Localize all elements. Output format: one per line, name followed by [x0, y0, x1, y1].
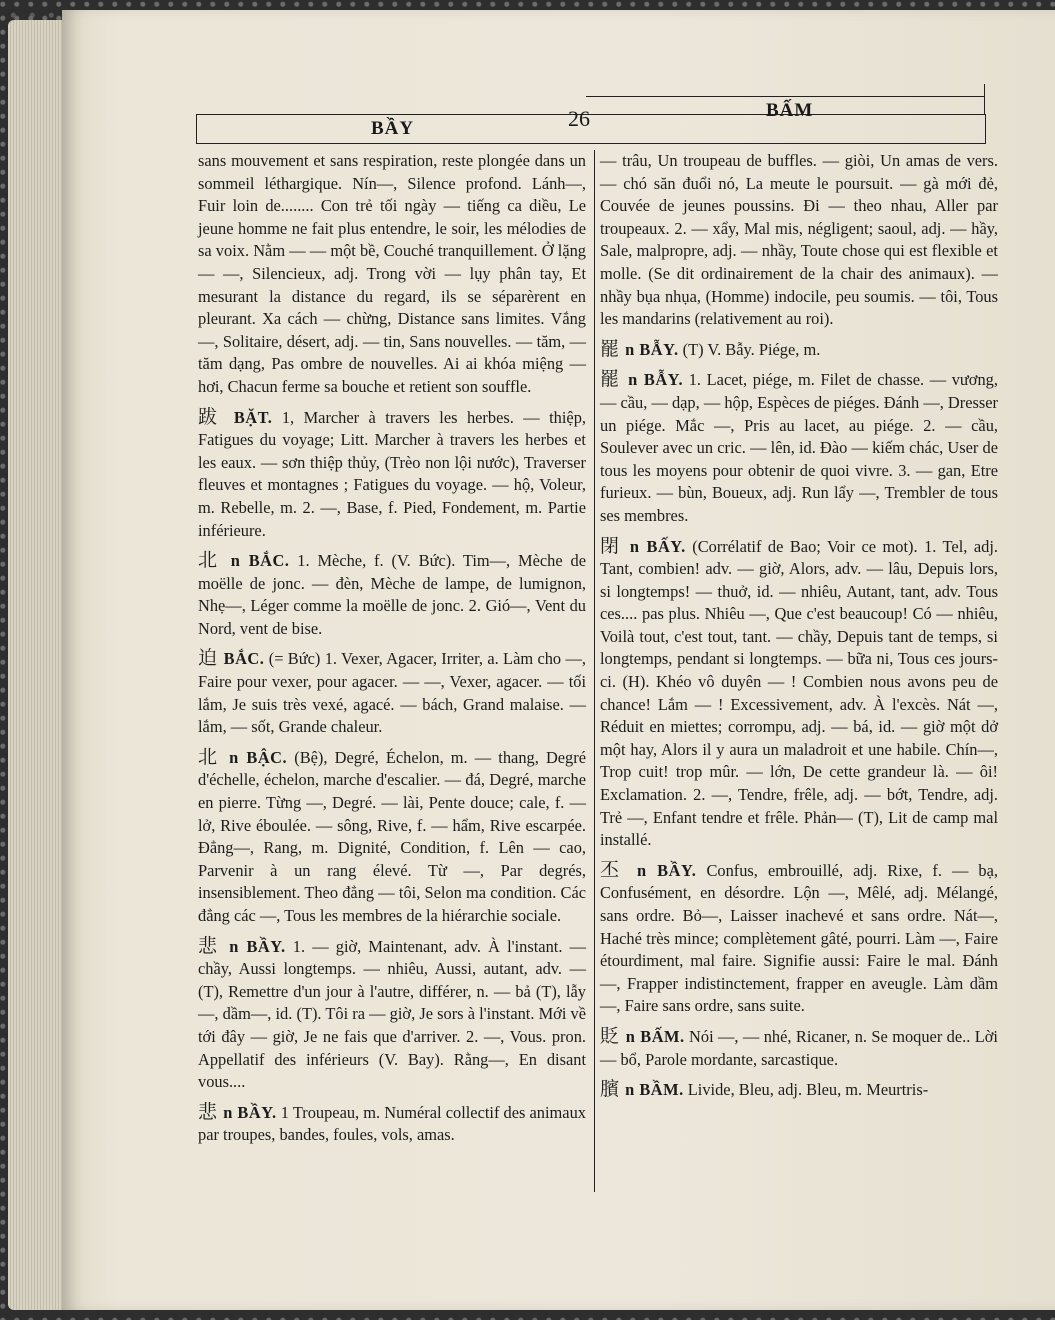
- entry-hanzi: 北: [198, 746, 221, 768]
- entry: [198, 150, 586, 399]
- entry-headword: n BẦY.: [223, 1102, 277, 1122]
- entry-hanzi: 跋: [198, 406, 223, 428]
- entry: [600, 150, 998, 331]
- right-column: [600, 150, 998, 1110]
- entry: [600, 860, 998, 1018]
- entry-text: 1. — giờ, Maintenant, adv. À l'instant. — chầy, Aussi longtemps. — nhiêu, Aussi, autant, adv. — (T), Remettre d'un jour à l'autre, différer, n. — bả (T), lẫy—, dầm—, id. (T). Tôi ra — giờ, Je sors à l'instant. Mới về tới đây — giờ, Je ne fais que d'arriver. 2. —, Vous. pron. Appellatif des inférieurs (V. Bay). Rằng—, En disant vous....: [198, 936, 586, 1092]
- entry-headword: n BẪY.: [625, 339, 679, 359]
- entry: [198, 936, 586, 1094]
- column-divider: [594, 150, 595, 1192]
- entry-hanzi: 北: [198, 550, 221, 572]
- running-header: [196, 84, 986, 146]
- entry: [600, 1079, 998, 1102]
- entry-hanzi: 罷: [600, 338, 620, 360]
- entry-headword: n BẪY.: [628, 370, 684, 390]
- entry: [198, 1102, 586, 1147]
- entry: [600, 369, 998, 527]
- header-left-word: BẦY: [371, 118, 415, 139]
- entry: [600, 1026, 998, 1071]
- entry-text: (Bệ), Degré, Échelon, m. — thang, Degré d'échelle, échelon, marche d'escalier. — đá, Degré, marche en pierre. Từng —, Degré. — lài, Pente douce; cale, f. — lở, Rive éboulée. — sông, Rive, f. — hẩm, Rive escarpée. Đẳng—, Rang, m. Dignité, Condition, f. Lên — cao, Parvenir à un rang élevé. Từ —, Par degrés, insensiblement. Theo đẳng — tôi, Selon ma condition. Các đẳng các —, Tous les membres de la hiérarchie sociale.: [198, 747, 586, 925]
- header-right-word: BẤM: [766, 100, 814, 121]
- entry-headword: BẮC.: [223, 649, 265, 669]
- entry-text: 1. Lacet, piége, m. Filet de chasse. — vương, — cầu, — dạp, — hộp, Espèces de piéges. Đánh —, Dresser un piége. Mắc —, Pris au lacet, au piége. 2. — cầu, Soulever avec un cric. — lên, id. Đào — kiếm chác, User de tous les moyens pour obtenir de quoi vivre. 3. — gan, Etre furieux. — bùn, Boueux, adj. Run lẩy —, Trembler de tous ses membres.: [600, 370, 998, 525]
- header-rule-top: [586, 96, 984, 97]
- entry-hanzi: 迫: [198, 648, 218, 670]
- entry-text: 1, Marcher à travers les herbes. — thiệp, Fatigues du voyage; Litt. Marcher à travers les herbes et les eaux. — sơn thiệp thủy, (Trèo non lội nước), Traverser fleuves et montagnes ; Fatigues du voyage. — hộ, Voleur, m. Rebelle, m. 2. —, Base, f. Pied, Fondement, m. Partie inférieure.: [198, 407, 586, 540]
- entry-headword: n BẤY.: [629, 536, 686, 556]
- entry-hanzi: 閉: [600, 535, 622, 557]
- entry-text: (T) V. Bẫy. Piége, m.: [682, 339, 821, 359]
- entry-headword: n BẦY.: [229, 936, 286, 956]
- entry-text: Nói —, — nhé, Ricaner, n. Se moquer de.. Lời— bổ, Parole mordante, sarcastique.: [600, 1026, 998, 1069]
- entry-text: Livide, Bleu, adj. Bleu, m. Meurtris-: [687, 1080, 929, 1100]
- entry: [600, 536, 998, 852]
- entry: [198, 747, 586, 928]
- entry-headword: n BẦY.: [637, 860, 697, 880]
- entry-hanzi: 臏: [600, 1079, 620, 1101]
- entry-text: — trâu, Un troupeau de buffles. — giòi, Un amas de vers. — chó săn đuổi nó, La meute le poursuit. — gà mới đẻ, Couvée de jeunes poussins. Đi — theo nhau, Aller par troupeaux. 2. — xẩy, Mal mis, négligent; saoul, adj. — hầy, Sale, malpropre, adj. — nhầy, Toute chose qui est flexible et molle. (Se dit ordinairement de la chair des animaux). — nhầy bụa nhụa, (Homme) indocile, peu soumis. — tôi, Tous les mandarins (relativement au roi).: [600, 151, 998, 329]
- entry-text: sans mouvement et sans respiration, reste plongée dans un sommeil léthargique. Nín—, Silence profond. Lánh—, Fuir loin de........ Con trẻ tối ngày — tiếng ca diều, Le jeune homme ne fait plus entendre, le soir, les mélodies de sa voix. Nằm — — một bề, Couché tranquillement. Ở lặng — —, Silencieux, adj. Trong vời — lụy phân tay, Et mesurant la distance du regard, ils se séparèrent en pleurant. Xa cách — chừng, Distance sans limites. Vắng —, Solitaire, désert, adj. — tin, Sans nouvelles. — tăm, — tăm dạng, Pas ombre de nouvelles. Ai ai khóa miệng — hơi, Chacun ferme sa bouche et retient son souffle.: [198, 151, 586, 396]
- entry-text: (= Bức) 1. Vexer, Agacer, Irriter, a. Làm cho —, Faire pour vexer, pour agacer. — —, Vexer, agacer. — tối lắm, Je suis très vexé, agacé. — bách, Grand malaise. — lắm, — sốt, Grande chaleur.: [198, 649, 586, 737]
- header-box: [196, 114, 986, 144]
- entry-text: Confus, embrouillé, adj. Rixe, f. — bạ, Confusément, en désordre. Lộn —, Mêlé, adj. Mélangé, sans ordre. Bỏ—, Laisser inachevé et sans ordre. Nát—, Haché très mince; complètement gâté, pourri. Làm —, Faire étourdiment, mal faire. Signifie aussi: Faire le mal. Đánh —, Frapper indistinctement, frapper en aveugle. Làm dầm —, Faire sans ordre, sans suite.: [600, 860, 998, 1016]
- left-column: [198, 150, 586, 1155]
- entry-text: (Corrélatif de Bao; Voir ce mot). 1. Tel, adj. Tant, combien! adv. — giờ, Alors, adv. — lâu, Depuis lors, si longtemps! — thuở, id. — nhiêu, Autant, tant, adv. Tous ces.... pas plus. Nhiêu —, Que c'est beaucoup! Có — nhiêu, Voilà tout, c'est tout, tant. — chầy, Depuis tant de temps, si longtemps, pendant si longtemps. — bữa ni, Tous ces jours-ci. (H). Khéo vô duyên — ! Combien nous avons peu de chance! Lắm — ! Excessivement, adv. À l'excès. Nát —, Réduit en miettes; corrompu, adj. — bá, id. — giờ một dở một hay, Alors il y aura un maladroit et une habile. Chín—, Trop cuit! trop mûr. — lớn, De cette grandeur là. — ôi! Exclamation. 2. —, Tendre, frêle, adj. — bớt, Tendre, adj. Trẻ —, Enfant tendre et frêle. Phản— (T), Lit de camp mal installé.: [600, 536, 998, 850]
- entry-headword: BẶT.: [233, 407, 273, 427]
- entry-headword: n BẤM.: [625, 1026, 685, 1046]
- entry-headword: n BẮC.: [230, 551, 290, 571]
- entry-text: 1 Troupeau, m. Numéral collectif des animaux par troupes, bandes, foules, vols, amas.: [198, 1102, 586, 1145]
- entry-hanzi: 悲: [198, 1101, 218, 1123]
- entry: [198, 550, 586, 640]
- header-rule-side: [984, 84, 985, 114]
- entry-hanzi: 罷: [600, 369, 621, 391]
- entry-headword: n BẦM.: [625, 1080, 684, 1100]
- entry-hanzi: 丕: [600, 859, 625, 881]
- entry: [600, 339, 998, 362]
- entry-hanzi: 貶: [600, 1025, 620, 1047]
- entry-hanzi: 悲: [198, 935, 221, 957]
- entry: [198, 648, 586, 738]
- entry-headword: n BẬC.: [229, 747, 288, 767]
- entry: [198, 407, 586, 543]
- page-number: 26: [568, 106, 590, 131]
- entry-text: 1. Mèche, f. (V. Bức). Tim—, Mèche de moëlle de jonc. — đèn, Mèche de lampe, de lumignon, Nhẹ—, Léger comme la moëlle de jonc. 2. Gió—, Vent du Nord, vent de bise.: [198, 551, 586, 638]
